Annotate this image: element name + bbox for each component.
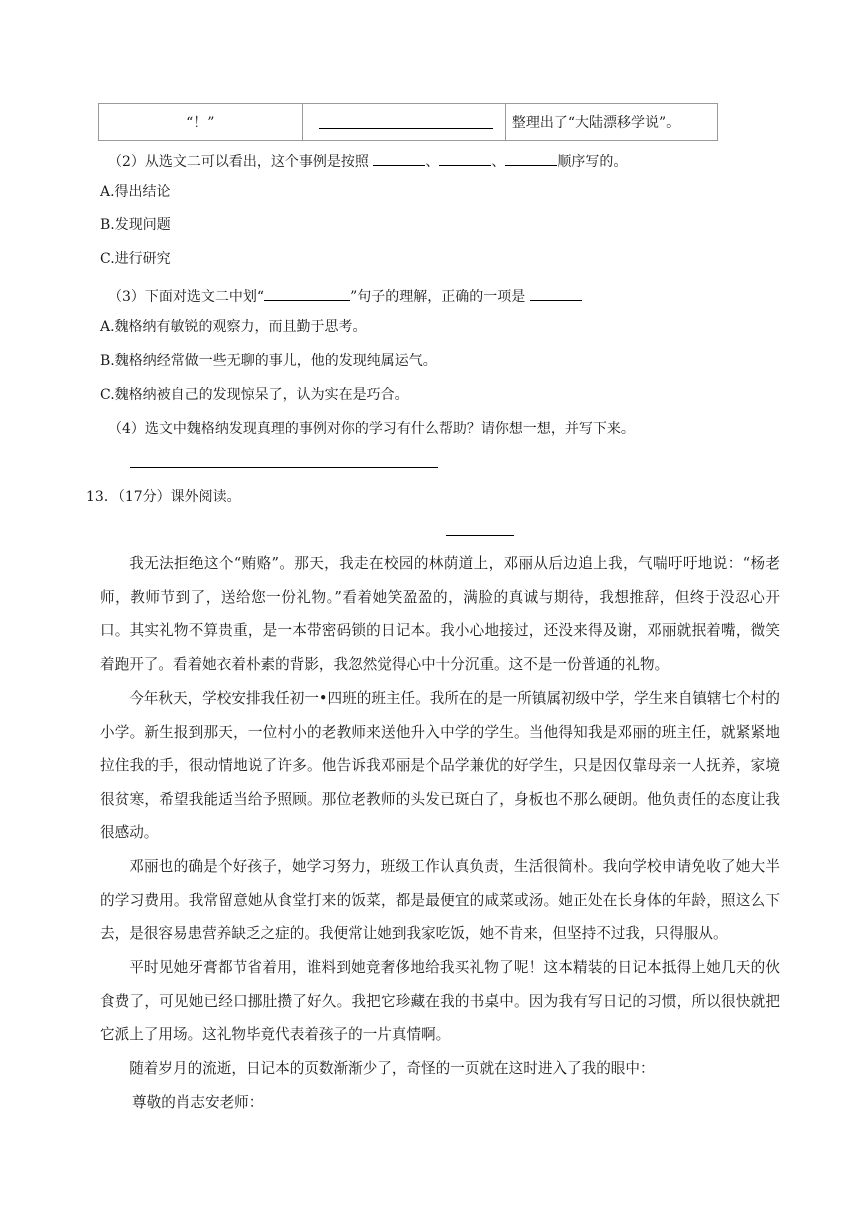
question-number: 13． <box>86 489 118 505</box>
question-3-prompt: （3）下面对选文二中划“ <box>108 289 265 305</box>
passage-paragraph: 邓丽也的确是个好孩子，她学习努力，班级工作认真负责，生活很简朴。我向学校申请免收了她大半的学习费用。我常留意她从食堂打来的饭菜，都是最便宜的咸菜或汤。她正处在长身体的年龄，照这么下去，是很容易患营养缺乏之症的。我便常让她到我家吃饭，她不肯来，但坚持不过我，只得服从。 <box>100 858 780 943</box>
fill-in-blank[interactable] <box>373 150 425 166</box>
title-blank[interactable] <box>446 535 514 536</box>
answer-blank[interactable] <box>530 285 582 301</box>
table-row <box>99 104 718 141</box>
option-a: A.得出结论 <box>100 184 171 200</box>
option-b: B.发现问题 <box>100 217 171 233</box>
letter-salutation: 尊敬的肖志安老师： <box>132 1094 264 1111</box>
fill-in-blank[interactable] <box>439 150 491 166</box>
table-cell-blank[interactable] <box>302 104 505 141</box>
question-title: （17分）课外阅读。 <box>117 489 241 505</box>
passage-paragraph: 今年秋天，学校安排我任初一•四班的班主任。我所在的是一所镇属初级中学，学生来自镇辖七个村的小学。新生报到那天，一位村小的老教师来送他升入中学的学生。当他得知我是邓丽的班主任，就紧紧地拉住我的手，很动情地说了许多。他告诉我邓丽是个品学兼优的好学生，只是因仅靠母亲一人抚养，家境很贫寒，希望我能适当给予照顾。那位老教师的头发已斑白了，身板也不那么硬朗。他负责任的态度让我很感动。 <box>100 690 780 842</box>
table-cell-result: 整理出了“大陆漂移学说”。 <box>505 104 717 141</box>
answer-line[interactable] <box>130 467 438 468</box>
passage-paragraph: 随着岁月的流逝，日记本的页数渐渐少了，奇怪的一页就在这时进入了我的眼中： <box>129 1060 655 1077</box>
answer-table <box>98 103 718 141</box>
option-b: B.魏格纳经常做一些无聊的事儿，他的发现纯属运气。 <box>100 353 437 369</box>
option-a: A.魏格纳有敏锐的观察力，而且勤于思考。 <box>100 319 367 335</box>
question-2 <box>108 150 627 172</box>
separator: 、 <box>425 154 440 170</box>
option-c: C.魏格纳被自己的发现惊呆了，认为实在是巧合。 <box>100 387 409 403</box>
separator: 、 <box>491 154 506 170</box>
question-13-heading <box>86 487 241 507</box>
fill-in-blank[interactable] <box>505 150 557 166</box>
fill-in-blank[interactable] <box>264 285 350 301</box>
question-3 <box>108 285 582 307</box>
fill-in-blank[interactable] <box>319 116 493 129</box>
option-c: C.进行研究 <box>100 251 171 267</box>
table-cell-quote: “！” <box>99 104 303 141</box>
question-2-suffix: 顺序写的。 <box>557 154 628 170</box>
passage-paragraph: 我无法拒绝这个“贿赂”。那天，我走在校园的林荫道上，邓丽从后边追上我，气喘吁吁地说：“杨老师，教师节到了，送给您一份礼物。”看着她笑盈盈的，满脸的真诚与期待，我想推辞，但终于没忍心开口。其实礼物不算贵重，是一本带密码锁的日记本。我小心地接过，还没来得及谢，邓丽就抿着嘴，微笑着跑开了。看着她衣着朴素的背影，我忽然觉得心中十分沉重。这不是一份普通的礼物。 <box>100 555 780 673</box>
question-4: （4）选文中魏格纳发现真理的事例对你的学习有什么帮助？请你想一想，并写下来。 <box>108 421 635 437</box>
question-2-prompt: （2）从选文二可以看出，这个事例是按照 <box>108 154 369 170</box>
passage-paragraph: 平时见她牙膏都节省着用，谁料到她竟奢侈地给我买礼物了呢！这本精装的日记本抵得上她几天的伙食费了，可见她已经口挪肚攒了好久。我把它珍藏在我的书桌中。因为我有写日记的习惯，所以很快就把它派上了用场。这礼物毕竟代表着孩子的一片真情啊。 <box>100 959 780 1044</box>
question-3-prompt-end: ”句子的理解，正确的一项是 <box>350 289 526 305</box>
